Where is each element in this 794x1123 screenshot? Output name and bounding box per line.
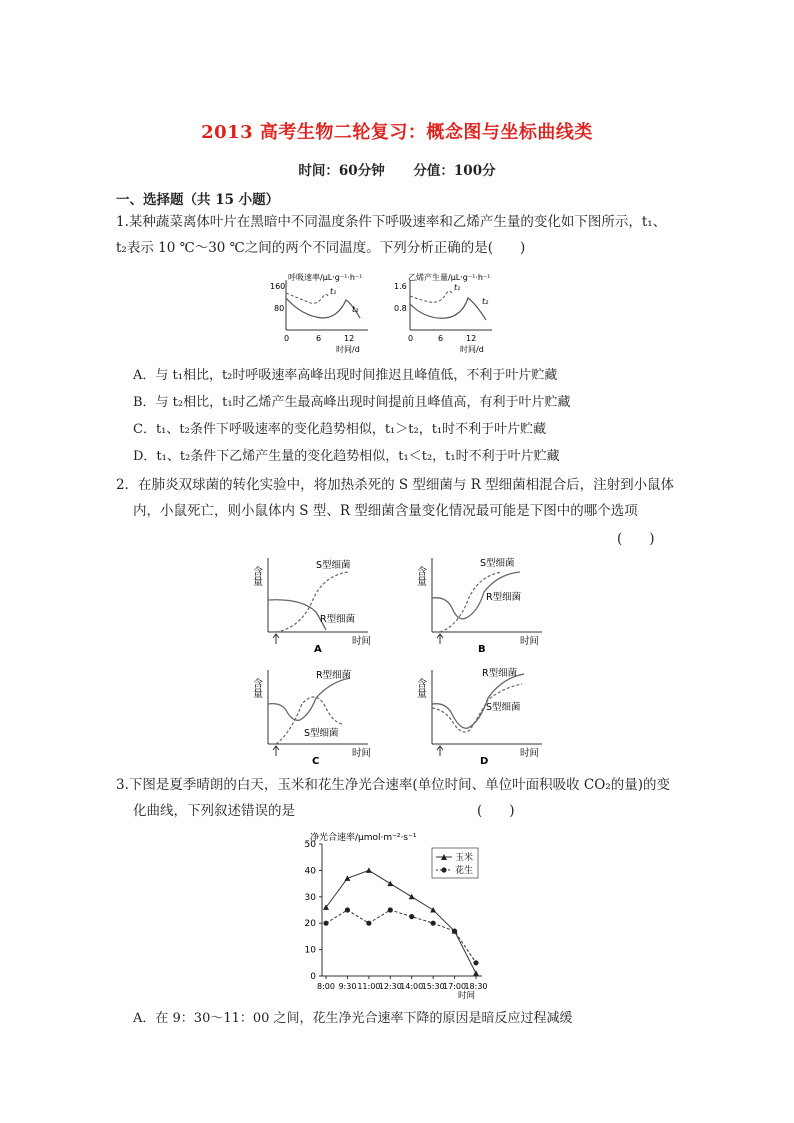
q2-a-letter: A — [314, 644, 322, 655]
data-point-peanut — [345, 907, 350, 912]
q1-right-xtick: 0 — [408, 334, 414, 343]
q3-chart-xlabel: 时间 — [458, 991, 476, 1001]
q2-c-letter: C — [312, 756, 320, 767]
data-point-corn — [430, 907, 436, 913]
q2-c-xlabel: 时间 — [352, 748, 372, 759]
y-tick-label: 20 — [304, 919, 316, 930]
section-heading: 一、选择题（共 15 小题） — [116, 192, 280, 208]
q2-c-r-curve — [268, 678, 350, 720]
q2-c-ylabel: 含量 — [250, 678, 262, 698]
q1-left-curve-t2 — [286, 298, 360, 318]
legend-corn: 玉米 — [455, 853, 474, 863]
q2-d-r-label: R型细菌 — [482, 668, 518, 679]
q2-d-ylabel: 含量 — [414, 678, 426, 698]
data-point-peanut — [409, 914, 414, 919]
q2-b-r-label: R型细菌 — [486, 592, 522, 603]
x-tick-label: 12:30 — [378, 982, 402, 991]
q2-b-letter: B — [478, 644, 486, 655]
q2-a-s-label: S型细菌 — [316, 560, 351, 571]
q1-left-xtick: 12 — [344, 334, 355, 343]
x-tick-label: 9:30 — [338, 982, 357, 991]
y-tick-label: 50 — [304, 840, 316, 850]
data-point-corn — [409, 894, 415, 900]
data-point-corn — [366, 867, 372, 873]
y-tick-label: 30 — [304, 892, 316, 903]
q3-chart-xticks — [317, 976, 488, 991]
series-line-peanut — [326, 910, 476, 963]
data-point-corn — [473, 970, 479, 976]
score-label: 分值：100分 — [413, 163, 496, 179]
q2-c-r-label: R型细菌 — [316, 670, 352, 681]
data-point-peanut — [323, 921, 328, 926]
x-tick-label: 8:00 — [317, 982, 335, 991]
x-tick-label: 11:00 — [357, 982, 381, 991]
q1-right-ytick: 1.6 — [394, 282, 407, 291]
q1-left-ytick: 160 — [270, 282, 286, 291]
q2-d-arrow-icon — [437, 746, 443, 756]
q2-b-ylabel: 含量 — [414, 566, 426, 586]
x-tick-label: 14:00 — [400, 982, 424, 991]
q1-right-t1: t₁ — [454, 283, 461, 292]
q3-line2: 化曲线，下列叙述错误的是 — [133, 803, 295, 819]
q3-chart-series — [323, 867, 479, 975]
q2-b-arrow-icon — [437, 634, 443, 644]
q2-answer-paren: ( ) — [617, 531, 655, 547]
q1-option-b: B．与 t₂相比，t₁时乙烯产生最高峰出现时间提前且峰值高，有利于叶片贮藏 — [133, 395, 571, 410]
q1-right-xtick: 12 — [466, 334, 477, 343]
q3-chart — [282, 826, 512, 1004]
data-point-corn — [387, 881, 393, 887]
q2-d-s-label: S型细菌 — [486, 702, 521, 713]
q3-chart-ylabel: 净光合速率/μmol·m⁻²·s⁻¹ — [310, 833, 417, 843]
q1-figure — [268, 268, 508, 360]
q3-line1: 3.下图是夏季晴朗的白天，玉米和花生净光合速率(单位时间、单位叶面积吸收 CO₂的量)的变 — [116, 777, 671, 793]
q2-d-xlabel: 时间 — [520, 748, 540, 759]
q1-option-d: D．t₁、t₂条件下乙烯产生量的变化趋势相似，t₁＜t₂，t₁时不利于叶片贮藏 — [133, 449, 560, 464]
q1-right-xtick: 6 — [438, 334, 444, 343]
q3-chart-legend — [432, 848, 478, 878]
q2-line1: 2．在肺炎双球菌的转化实验中，将加热杀死的 S 型细菌与 R 型细菌相混合后，注射到小鼠体 — [116, 477, 675, 493]
time-label: 时间：60分钟 — [298, 163, 385, 179]
q1-option-a: A．与 t₁相比，t₂时呼吸速率高峰出现时间推迟且峰值低，不利于叶片贮藏 — [133, 368, 558, 383]
x-tick-label: 18:30 — [464, 982, 488, 991]
q1-left-xlabel: 时间/d — [336, 345, 360, 354]
y-tick-label: 40 — [304, 866, 316, 877]
q2-panel-b — [415, 557, 543, 655]
q1-left-xtick: 6 — [316, 334, 322, 343]
q1-right-t2: t₂ — [482, 297, 489, 306]
page-title: 2013 高考生物二轮复习：概念图与坐标曲线类 — [201, 122, 593, 143]
q2-b-xlabel: 时间 — [520, 636, 540, 647]
q1-right-ylabel: 乙烯产生量/μL·g⁻¹·h⁻¹ — [408, 273, 491, 282]
q2-panel-d — [415, 667, 543, 767]
q1-left-curve-t1 — [286, 293, 328, 303]
q2-a-r-curve — [268, 600, 326, 630]
circle-marker-icon — [441, 867, 446, 872]
q3-chart-yticks — [305, 840, 322, 982]
q3-answer-paren: ( ) — [477, 803, 515, 819]
y-tick-label: 10 — [304, 945, 316, 956]
y-tick-label: 0 — [310, 972, 316, 982]
q2-d-letter: D — [480, 756, 489, 767]
q1-right-chart — [394, 272, 492, 354]
data-point-peanut — [388, 907, 393, 912]
q2-c-arrow-icon — [273, 746, 279, 756]
q2-a-r-label: R型细菌 — [320, 614, 356, 625]
q2-c-s-label: S型细菌 — [304, 728, 339, 739]
q1-line1: 1.某种蔬菜离体叶片在黑暗中不同温度条件下呼吸速率和乙烯产生量的变化如下图所示，t₁、 — [116, 214, 667, 230]
x-tick-label: 17:00 — [443, 982, 467, 991]
data-point-peanut — [473, 960, 478, 965]
q2-a-arrow-icon — [273, 634, 279, 644]
q1-option-c: C．t₁、t₂条件下呼吸速率的变化趋势相似，t₁＞t₂，t₁时不利于叶片贮藏 — [133, 422, 547, 437]
data-point-peanut — [431, 921, 436, 926]
q2-a-xlabel: 时间 — [352, 636, 372, 647]
q3-option-a: A．在 9：30～11：00 之间，花生净光合速率下降的原因是暗反应过程减缓 — [133, 1011, 573, 1026]
q1-right-curve-t1 — [410, 291, 452, 302]
q1-right-ytick: 0.8 — [394, 304, 407, 313]
q1-right-curve-t2 — [410, 298, 486, 320]
q1-right-xlabel: 时间/d — [460, 345, 484, 354]
data-point-peanut — [366, 921, 371, 926]
q1-left-ylabel: 呼吸速率/μL·g⁻¹·h⁻¹ — [288, 273, 363, 282]
q1-line2: t₂表示 10 ℃～30 ℃之间的两个不同温度。下列分析正确的是( ) — [116, 240, 526, 256]
q2-figure — [250, 552, 550, 768]
data-point-peanut — [452, 929, 457, 934]
q1-left-xtick: 0 — [284, 334, 290, 343]
q2-panel-c — [251, 669, 372, 767]
series-line-corn — [326, 870, 476, 973]
legend-peanut: 花生 — [455, 866, 474, 876]
q1-left-chart — [270, 272, 368, 354]
exam-meta — [0, 159, 794, 179]
q2-b-s-label: S型细菌 — [480, 558, 515, 569]
q1-left-ytick: 80 — [274, 304, 285, 313]
q2-a-ylabel: 含量 — [250, 566, 262, 586]
q1-left-t1: t₁ — [330, 287, 337, 296]
q1-left-t2: t₂ — [352, 305, 359, 314]
x-tick-label: 15:30 — [421, 982, 445, 991]
q2-line2: 内，小鼠死亡，则小鼠体内 S 型、R 型细菌含量变化情况最可能是下图中的哪个选项 — [133, 503, 638, 519]
q2-panel-a — [251, 558, 372, 655]
